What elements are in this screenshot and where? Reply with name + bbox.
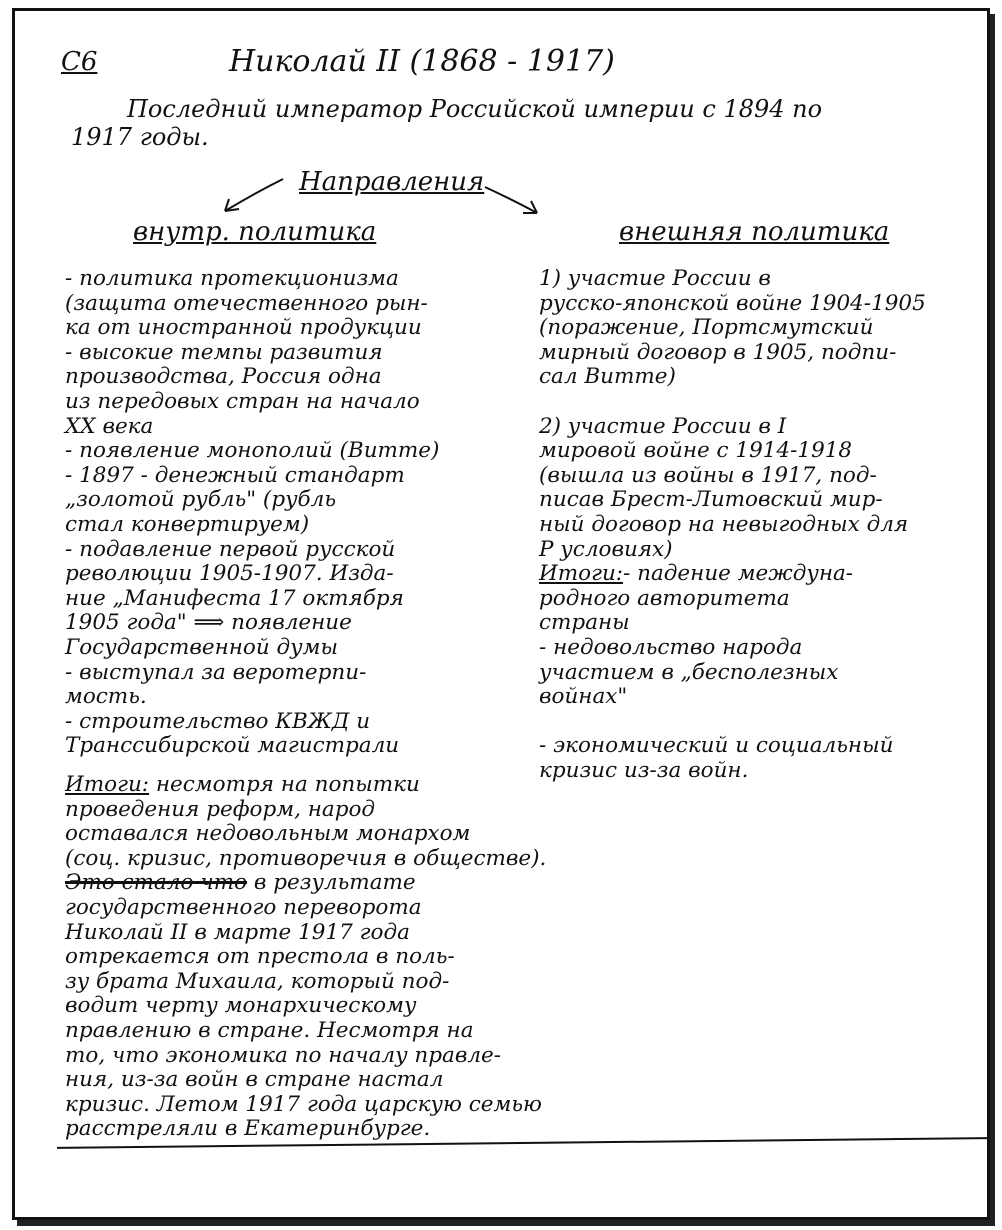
summary-line: проведения реформ, народ bbox=[65, 796, 376, 822]
outer-policy-list bbox=[539, 267, 979, 783]
branch-arrows bbox=[15, 11, 987, 251]
summary-text: в результате bbox=[247, 870, 416, 896]
outer-line: участием в „бесполезных bbox=[539, 659, 839, 685]
summary-line: отрекается от престола в поль- bbox=[65, 944, 455, 970]
outer-line: кризис из-за войн. bbox=[539, 757, 749, 783]
outer-line: писав Брест-Литовский мир- bbox=[539, 487, 883, 513]
outer-line: 1) участие России в bbox=[539, 266, 771, 291]
outer-line: ный договор на невыгодных для bbox=[539, 511, 909, 537]
outer-line: - недовольство народа bbox=[539, 634, 803, 660]
summary-line: зу брата Михаила, который под- bbox=[65, 968, 450, 994]
inner-policy-list bbox=[65, 267, 535, 759]
inner-line: Транссибирской магистрали bbox=[65, 733, 400, 759]
inner-line: - высокие темпы развития bbox=[65, 339, 383, 365]
outer-line: войнах" bbox=[539, 684, 628, 710]
inner-line: производства, Россия одна bbox=[65, 364, 382, 390]
inner-line: Государственной думы bbox=[65, 634, 338, 660]
outer-line: мирный договор в 1905, подпи- bbox=[539, 339, 897, 365]
inner-line: ние „Манифеста 17 октября bbox=[65, 585, 404, 611]
inner-line: - строительство КВЖД и bbox=[65, 708, 371, 734]
inner-line: стал конвертируем) bbox=[65, 511, 310, 537]
summary-line: правлению в стране. Несмотря на bbox=[65, 1017, 474, 1043]
outer-itogi-text: - падение междуна- bbox=[623, 561, 854, 587]
summary-line: государственного переворота bbox=[65, 894, 422, 920]
spacer bbox=[539, 710, 979, 735]
spacer bbox=[539, 390, 979, 415]
inner-line: „золотой рубль" (рубль bbox=[65, 487, 337, 513]
outer-line: родного авторитета bbox=[539, 585, 790, 611]
inner-line: из передовых стран на начало bbox=[65, 388, 420, 414]
summary-text: несмотря на попытки bbox=[149, 772, 420, 797]
outer-line: русско-японской войне 1904-1905 bbox=[539, 290, 926, 316]
outer-line: страны bbox=[539, 610, 630, 636]
summary-line: Николай II в марте 1917 года bbox=[65, 919, 410, 945]
page-title: Николай II (1868 - 1917) bbox=[229, 44, 615, 79]
inner-policy-heading: внутр. политика bbox=[133, 217, 377, 247]
inner-line: - подавление первой русской bbox=[65, 536, 396, 562]
outer-itogi-label: Итоги: bbox=[539, 561, 624, 587]
inner-line: XX века bbox=[65, 413, 154, 439]
inner-line: революции 1905-1907. Изда- bbox=[65, 561, 394, 587]
inner-line: мость. bbox=[65, 684, 147, 710]
inner-line: ка от иностранной продукции bbox=[65, 315, 422, 341]
task-label: С6 bbox=[61, 47, 98, 77]
paper-sheet bbox=[12, 8, 990, 1220]
summary-line: расстреляли в Екатеринбурге. bbox=[65, 1116, 431, 1142]
outer-line: - экономический и социальный bbox=[539, 733, 894, 759]
inner-line: - 1897 - денежный стандарт bbox=[65, 462, 405, 488]
summary-line: кризис. Летом 1917 года царскую семью bbox=[65, 1091, 542, 1117]
summary-struck-line bbox=[65, 871, 625, 896]
outer-line: сал Витте) bbox=[539, 364, 676, 390]
inner-line: 1905 года" ⟹ появление bbox=[65, 610, 352, 636]
outer-line: (поражение, Портсмутский bbox=[539, 315, 874, 341]
summary-line: (соц. кризис, противоречия в обществе). bbox=[65, 845, 547, 871]
outer-itogi-line bbox=[539, 562, 979, 587]
outer-line: мировой войне с 1914-1918 bbox=[539, 438, 853, 464]
summary-block bbox=[65, 773, 625, 1142]
outer-policy-heading: внешняя политика bbox=[619, 217, 890, 247]
outer-line: Р условиях) bbox=[539, 536, 673, 562]
inner-line: - выступал за веротерпи- bbox=[65, 659, 367, 685]
outer-line: (вышла из войны в 1917, под- bbox=[539, 462, 877, 488]
outer-line: 2) участие России в I bbox=[539, 413, 787, 439]
summary-itogi-label: Итоги: bbox=[65, 772, 150, 797]
inner-line: (защита отечественного рын- bbox=[65, 290, 428, 316]
summary-first-line bbox=[65, 773, 625, 798]
inner-line: - политика протекционизма bbox=[65, 266, 399, 291]
inner-line: - появление монополий (Витте) bbox=[65, 438, 440, 464]
summary-line: ния, из-за войн в стране настал bbox=[65, 1067, 444, 1093]
intro-text: Последний император Российской империи с 1894 по 1917 годы. bbox=[71, 95, 823, 151]
struck-text: Это стало что bbox=[65, 870, 248, 896]
summary-line: то, что экономика по началу правле- bbox=[65, 1042, 502, 1068]
directions-heading: Направления bbox=[299, 167, 485, 197]
summary-line: оставался недовольным монархом bbox=[65, 821, 471, 847]
summary-line: водит черту монархическому bbox=[65, 993, 417, 1019]
